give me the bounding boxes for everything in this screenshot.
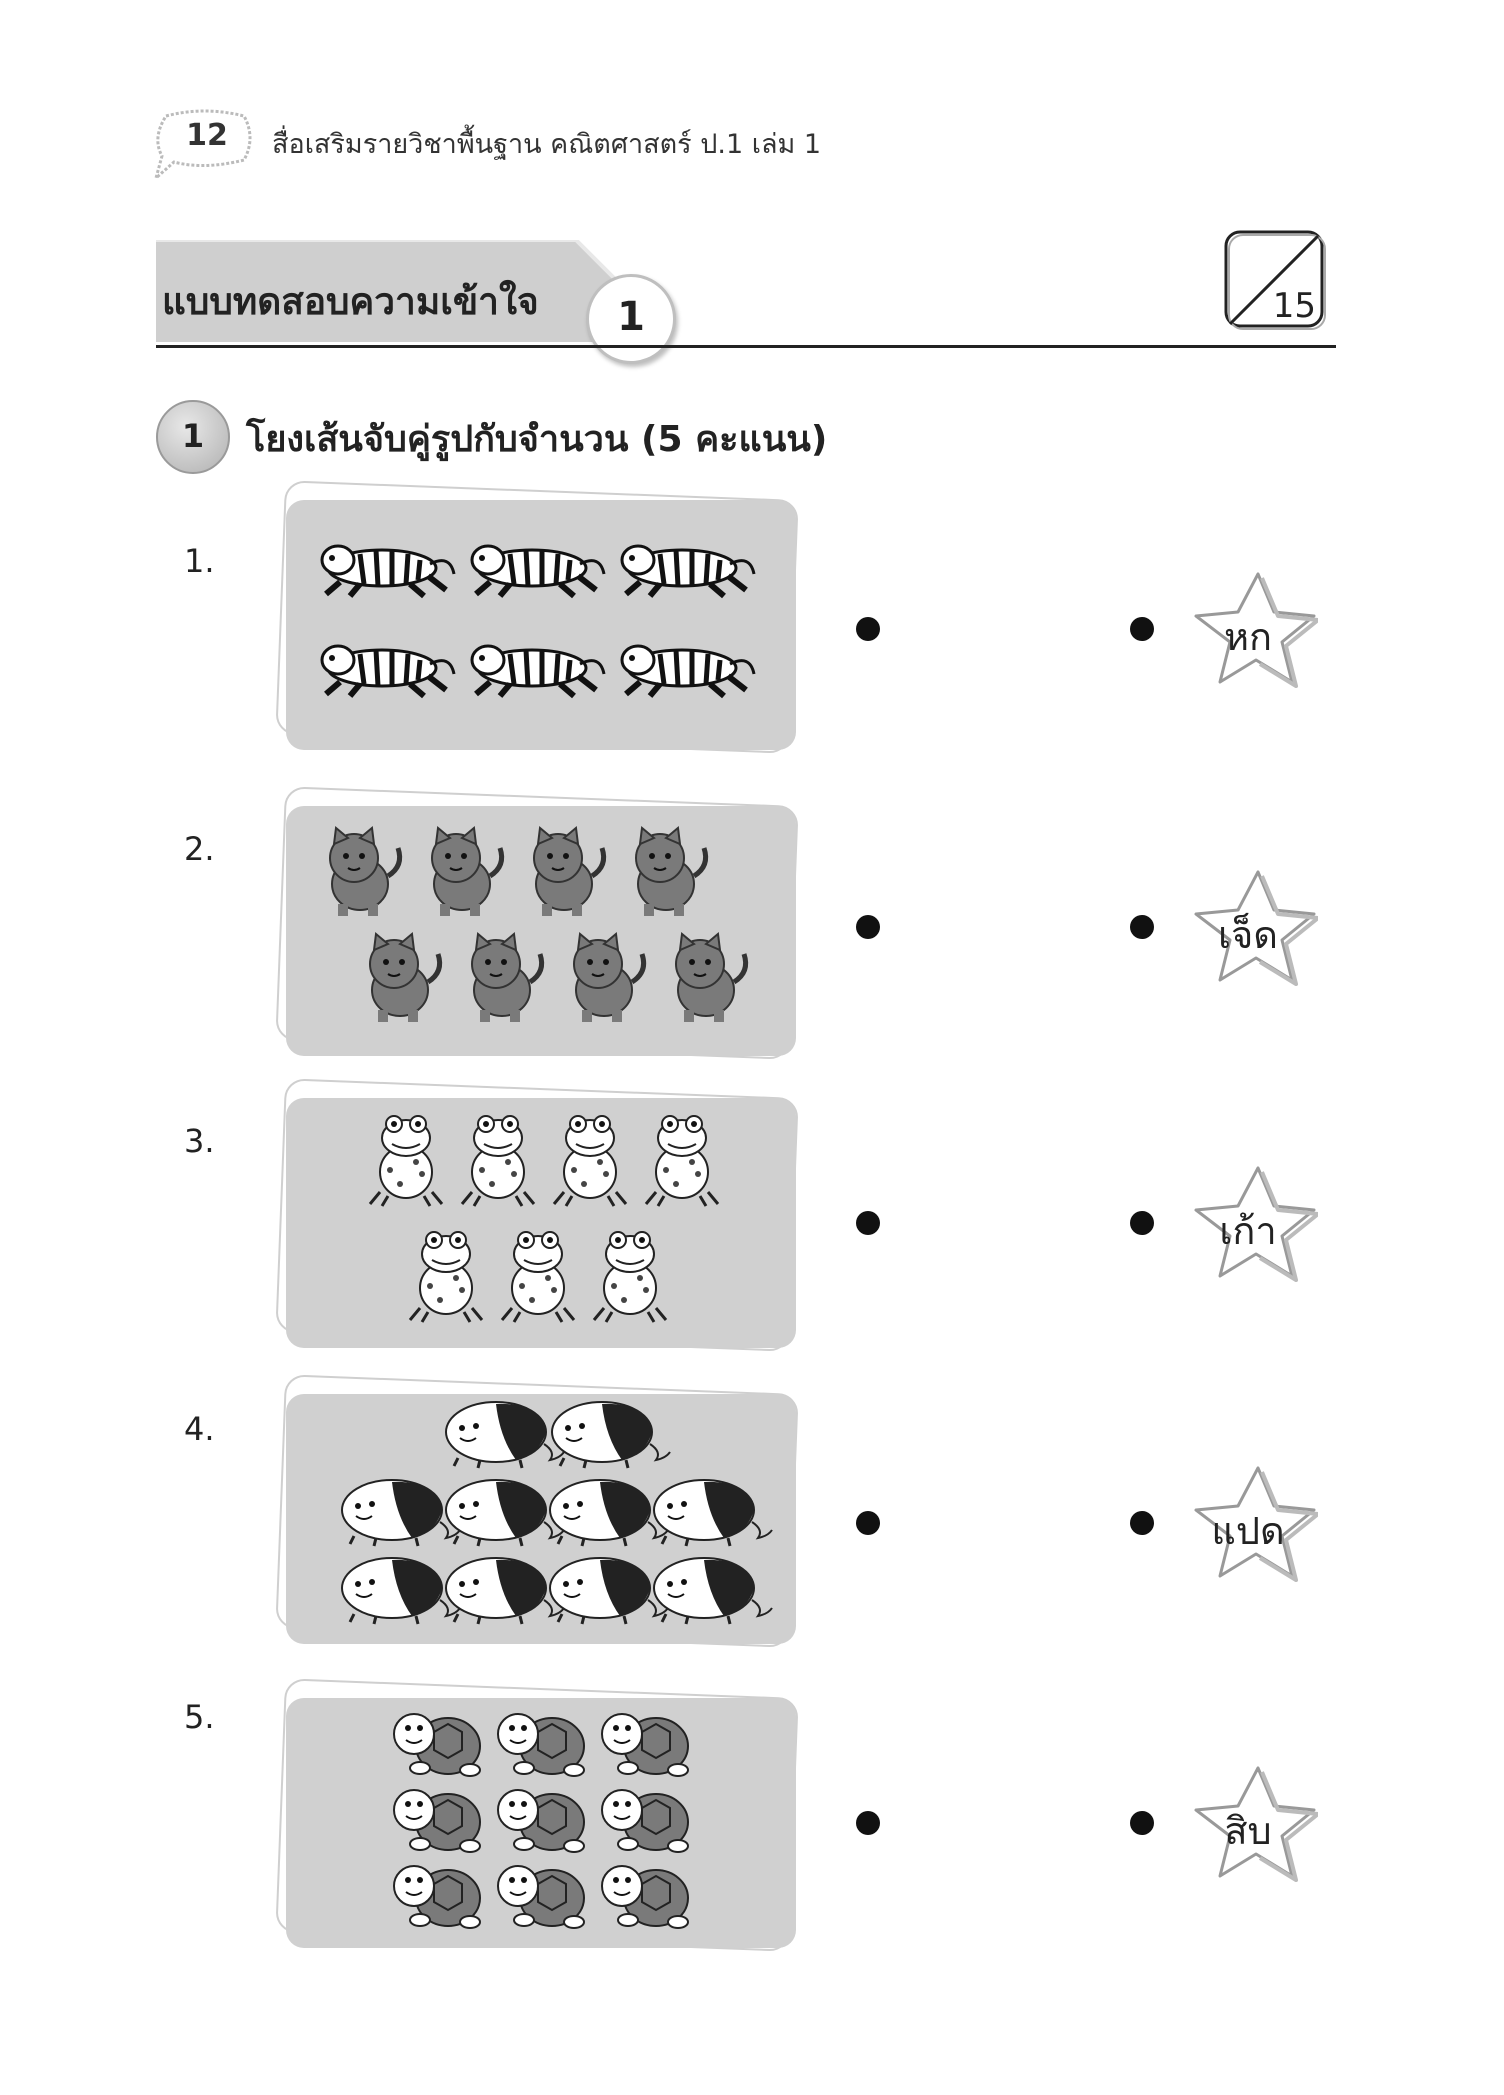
book-title: สื่อเสริมรายวิชาพื้นฐาน คณิตศาสตร์ ป.1 เล่ม 1: [272, 129, 822, 160]
frog-icon: [554, 1116, 626, 1206]
match-dot-right-1[interactable]: [1130, 617, 1154, 641]
match-dot-right-2[interactable]: [1130, 915, 1154, 939]
frog-icon: [370, 1116, 442, 1206]
tiger-icon: [322, 546, 454, 596]
cat-icon: [574, 934, 644, 1022]
cat-icon: [370, 934, 440, 1022]
answer-star-3: [1188, 1162, 1318, 1286]
picture-panel-1: [280, 490, 808, 752]
tiger-icon: [472, 546, 604, 596]
section-title: แบบทดสอบความเข้าใจ: [162, 280, 539, 323]
guinea-pig-icon: [342, 1480, 460, 1546]
turtle-icon: [394, 1866, 480, 1928]
guinea-pig-icon: [446, 1558, 564, 1624]
guinea-pig-icon: [654, 1558, 772, 1624]
answer-star-5: [1188, 1762, 1318, 1886]
answer-word: สิบ: [1224, 1809, 1272, 1853]
answer-word: เจ็ด: [1218, 913, 1278, 957]
section-divider: [156, 345, 1336, 348]
score-box: [1222, 228, 1328, 332]
picture-panel-4: [280, 1384, 808, 1646]
guinea-pig-icon: [550, 1558, 668, 1624]
item-label: 4.: [184, 1410, 215, 1448]
turtle-icon: [602, 1790, 688, 1852]
item-label: 1.: [184, 542, 215, 580]
picture-panel-5: [280, 1688, 808, 1950]
match-dot-left-5[interactable]: [856, 1811, 880, 1835]
answer-star-4: [1188, 1462, 1318, 1586]
frog-icon: [646, 1116, 718, 1206]
turtle-icon: [394, 1714, 480, 1776]
tiger-icon: [622, 546, 754, 596]
cat-icon: [330, 828, 400, 916]
cat-icon: [432, 828, 502, 916]
guinea-pig-group: [280, 1384, 808, 1646]
turtle-icon: [602, 1714, 688, 1776]
match-dot-right-4[interactable]: [1130, 1511, 1154, 1535]
guinea-pig-icon: [552, 1402, 670, 1468]
match-dot-left-3[interactable]: [856, 1211, 880, 1235]
turtle-icon: [498, 1866, 584, 1928]
question-number: 1: [156, 400, 230, 474]
item-label: 5.: [184, 1698, 215, 1736]
turtle-icon: [498, 1714, 584, 1776]
cat-icon: [472, 934, 542, 1022]
frog-icon: [410, 1232, 482, 1322]
turtle-icon: [394, 1790, 480, 1852]
guinea-pig-icon: [342, 1558, 460, 1624]
guinea-pig-icon: [446, 1402, 564, 1468]
tiger-icon: [472, 646, 604, 696]
match-dot-right-5[interactable]: [1130, 1811, 1154, 1835]
tiger-icon: [622, 646, 754, 696]
match-dot-right-3[interactable]: [1130, 1211, 1154, 1235]
cat-group: [280, 796, 808, 1058]
guinea-pig-icon: [654, 1480, 772, 1546]
turtle-icon: [602, 1866, 688, 1928]
frog-icon: [462, 1116, 534, 1206]
picture-panel-3: [280, 1088, 808, 1350]
tiger-group: [280, 490, 808, 752]
item-label: 3.: [184, 1122, 215, 1160]
match-dot-left-2[interactable]: [856, 915, 880, 939]
frog-icon: [594, 1232, 666, 1322]
page-number: 12: [186, 118, 228, 153]
question-text: โยงเส้นจับคู่รูปกับจำนวน (5 คะแนน): [246, 419, 828, 460]
match-dot-left-4[interactable]: [856, 1511, 880, 1535]
cat-icon: [534, 828, 604, 916]
guinea-pig-icon: [446, 1480, 564, 1546]
answer-word: หก: [1223, 615, 1273, 659]
section-number: 1: [586, 274, 676, 364]
match-dot-left-1[interactable]: [856, 617, 880, 641]
turtle-group: [280, 1688, 808, 1950]
picture-panel-2: [280, 796, 808, 1058]
answer-word: เก้า: [1219, 1209, 1277, 1253]
tiger-icon: [322, 646, 454, 696]
cat-icon: [676, 934, 746, 1022]
frog-group: [280, 1088, 808, 1350]
item-label: 2.: [184, 830, 215, 868]
frog-icon: [502, 1232, 574, 1322]
answer-word: แปด: [1211, 1509, 1285, 1553]
cat-icon: [636, 828, 706, 916]
guinea-pig-icon: [550, 1480, 668, 1546]
turtle-icon: [498, 1790, 584, 1852]
score-total: 15: [1272, 286, 1316, 326]
answer-star-1: [1188, 568, 1318, 692]
answer-star-2: [1188, 866, 1318, 990]
page-number-badge: [152, 108, 256, 170]
